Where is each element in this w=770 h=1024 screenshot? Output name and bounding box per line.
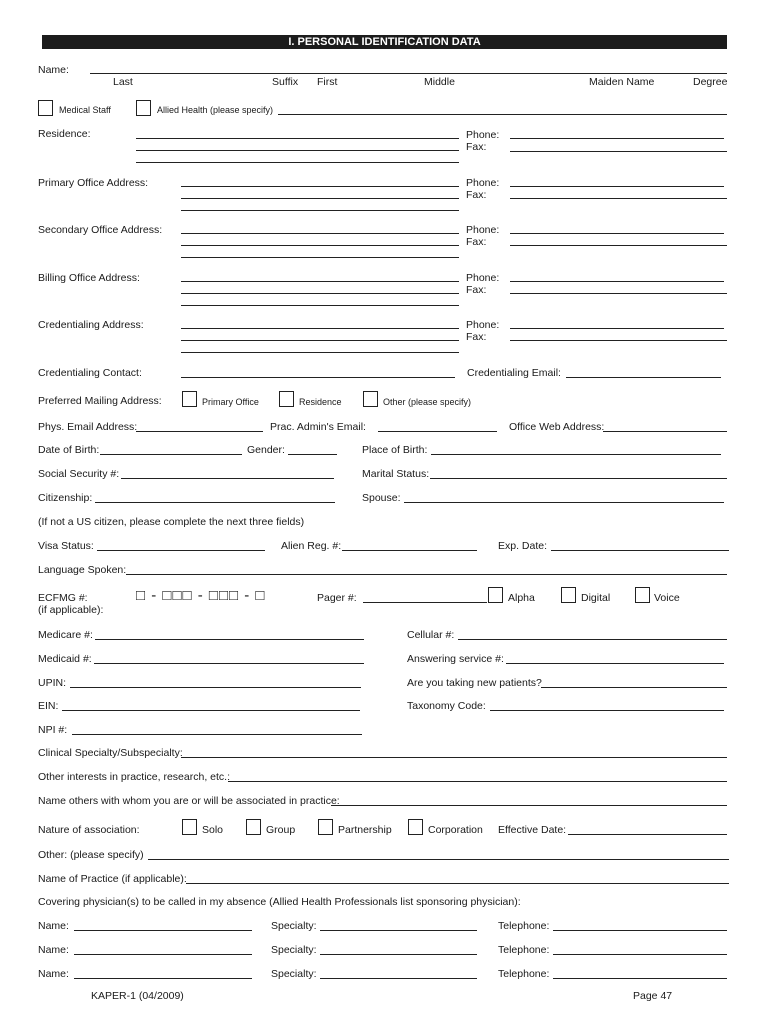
ssn-label: Social Security #:: [38, 468, 120, 480]
ecfmg-sub-label: (if applicable):: [38, 604, 104, 616]
interests-field[interactable]: [228, 781, 727, 782]
citizen-note: (If not a US citizen, please complete the next three fields): [38, 516, 305, 528]
clinical-specialty-field[interactable]: [181, 757, 727, 758]
cover-2-name-field[interactable]: [74, 954, 252, 955]
associates-label: Name others with whom you are or will be associated in practice:: [38, 795, 340, 807]
billing-office-line-2[interactable]: [181, 293, 459, 294]
npi-label: NPI #:: [38, 724, 68, 736]
alien-label: Alien Reg. #:: [281, 540, 342, 552]
primary-phone-field[interactable]: [510, 186, 724, 187]
dob-field[interactable]: [100, 454, 242, 455]
credentialing-address-line-3[interactable]: [181, 352, 459, 353]
visa-field[interactable]: [97, 550, 265, 551]
medicare-field[interactable]: [95, 639, 364, 640]
credentialing-fax-field[interactable]: [510, 340, 727, 341]
billing-office-line-1[interactable]: [181, 281, 459, 282]
residence-line-2[interactable]: [136, 150, 459, 151]
residence-label: Residence:: [38, 128, 91, 140]
cover-2-telephone-label: Telephone:: [498, 944, 550, 956]
nature-corporation-label: Corporation: [428, 824, 483, 836]
pager-voice-label: Voice: [654, 592, 680, 604]
primary-office-line-3[interactable]: [181, 210, 459, 211]
cover-1-telephone-field[interactable]: [553, 930, 727, 931]
medicaid-field[interactable]: [94, 663, 364, 664]
mailing-other-label: Other (please specify): [383, 397, 472, 407]
form-id: KAPER-1 (04/2009): [91, 990, 184, 1002]
secondary-office-line-1[interactable]: [181, 233, 459, 234]
residence-fax-field[interactable]: [510, 151, 727, 152]
residence-fax-label: Fax:: [466, 141, 487, 153]
residence-phone-label: Phone:: [466, 129, 500, 141]
upin-label: UPIN:: [38, 677, 67, 689]
language-label: Language Spoken:: [38, 564, 127, 576]
billing-fax-label: Fax:: [466, 284, 487, 296]
interests-label: Other interests in practice, research, etc.:: [38, 771, 230, 783]
name-label: Name:: [38, 64, 69, 76]
billing-office-line-3[interactable]: [181, 305, 459, 306]
cover-1-name-label: Name:: [38, 920, 69, 932]
cover-1-specialty-field[interactable]: [320, 930, 477, 931]
pob-field[interactable]: [431, 454, 721, 455]
spouse-field[interactable]: [404, 502, 724, 503]
phys-email-label: Phys. Email Address:: [38, 421, 138, 433]
citizenship-label: Citizenship:: [38, 492, 93, 504]
nature-group-checkbox[interactable]: [246, 819, 261, 835]
primary-fax-field[interactable]: [510, 198, 727, 199]
exp-date-field[interactable]: [551, 550, 729, 551]
new-patients-field[interactable]: [541, 687, 727, 688]
clinical-specialty-label: Clinical Specialty/Subspecialty:: [38, 747, 183, 759]
medicaid-label: Medicaid #:: [38, 653, 92, 665]
credentialing-email-field[interactable]: [566, 377, 721, 378]
ein-field[interactable]: [62, 710, 360, 711]
pager-alpha-checkbox[interactable]: [488, 587, 503, 603]
nature-corporation-checkbox[interactable]: [408, 819, 423, 835]
billing-phone-field[interactable]: [510, 281, 724, 282]
marital-label: Marital Status:: [362, 468, 430, 480]
credentialing-fax-label: Fax:: [466, 331, 487, 343]
credentialing-email-label: Credentialing Email:: [467, 367, 561, 379]
other-field[interactable]: [148, 859, 729, 860]
associates-field[interactable]: [331, 805, 727, 806]
medical-staff-checkbox[interactable]: [38, 100, 53, 116]
language-field[interactable]: [126, 574, 727, 575]
secondary-phone-label: Phone:: [466, 224, 500, 236]
cover-2-name-label: Name:: [38, 944, 69, 956]
nature-group-label: Group: [266, 824, 296, 836]
effective-date-field[interactable]: [568, 834, 727, 835]
credentialing-address-label: Credentialing Address:: [38, 319, 144, 331]
cover-3-name-label: Name:: [38, 968, 69, 980]
nature-partnership-checkbox[interactable]: [318, 819, 333, 835]
ecfmg-label: ECFMG #:: [38, 592, 88, 604]
cellular-field[interactable]: [458, 639, 727, 640]
prac-email-field[interactable]: [378, 431, 497, 432]
page-number: Page 47: [633, 990, 673, 1002]
web-address-field[interactable]: [603, 431, 727, 432]
covering-label: Covering physician(s) to be called in my absence (Allied Health Professionals list sponsoring physician):: [38, 896, 521, 908]
cover-1-specialty-label: Specialty:: [271, 920, 317, 932]
spouse-label: Spouse:: [362, 492, 401, 504]
pager-label: Pager #:: [317, 592, 357, 604]
ecfmg-boxes[interactable]: □ - □□□ - □□□ - □: [136, 587, 266, 604]
credentialing-phone-label: Phone:: [466, 319, 500, 331]
mailing-other-checkbox[interactable]: [363, 391, 378, 407]
primary-office-line-2[interactable]: [181, 198, 459, 199]
citizenship-field[interactable]: [95, 502, 335, 503]
visa-label: Visa Status:: [38, 540, 94, 552]
nature-label: Nature of association:: [38, 824, 140, 836]
credentialing-phone-field[interactable]: [510, 328, 724, 329]
answering-label: Answering service #:: [407, 653, 504, 665]
secondary-phone-field[interactable]: [510, 233, 724, 234]
secondary-fax-field[interactable]: [510, 245, 727, 246]
primary-fax-label: Fax:: [466, 189, 487, 201]
allied-health-field[interactable]: [278, 114, 727, 115]
cover-2-telephone-field[interactable]: [553, 954, 727, 955]
medical-staff-label: Medical Staff: [59, 105, 111, 115]
name-middle-label: Middle: [424, 76, 455, 88]
effective-date-label: Effective Date:: [498, 824, 567, 836]
cover-3-specialty-label: Specialty:: [271, 968, 317, 980]
new-patients-label: Are you taking new patients?: [407, 677, 542, 689]
primary-phone-label: Phone:: [466, 177, 500, 189]
practice-name-field[interactable]: [186, 883, 729, 884]
billing-phone-label: Phone:: [466, 272, 500, 284]
gender-label: Gender:: [247, 444, 285, 456]
allied-health-label: Allied Health (please specify): [157, 105, 274, 115]
npi-field[interactable]: [72, 734, 362, 735]
residence-line-1[interactable]: [136, 138, 459, 139]
cover-3-name-field[interactable]: [74, 978, 252, 979]
pager-field[interactable]: [363, 602, 487, 603]
cover-1-name-field[interactable]: [74, 930, 252, 931]
mailing-primary-checkbox[interactable]: [182, 391, 197, 407]
secondary-office-label: Secondary Office Address:: [38, 224, 163, 236]
prac-email-label: Prac. Admin's Email:: [270, 421, 366, 433]
cellular-label: Cellular #:: [407, 629, 455, 641]
pager-digital-label: Digital: [581, 592, 611, 604]
web-address-label: Office Web Address:: [509, 421, 605, 433]
preferred-mailing-label: Preferred Mailing Address:: [38, 395, 162, 407]
credentialing-address-line-2[interactable]: [181, 340, 459, 341]
section-header: I. PERSONAL IDENTIFICATION DATA: [42, 35, 727, 49]
secondary-office-line-2[interactable]: [181, 245, 459, 246]
pager-digital-checkbox[interactable]: [561, 587, 576, 603]
nature-solo-checkbox[interactable]: [182, 819, 197, 835]
primary-office-line-1[interactable]: [181, 186, 459, 187]
exp-date-label: Exp. Date:: [498, 540, 548, 552]
secondary-fax-label: Fax:: [466, 236, 487, 248]
name-first-label: First: [317, 76, 338, 88]
practice-name-label: Name of Practice (if applicable):: [38, 873, 187, 885]
secondary-office-line-3[interactable]: [181, 257, 459, 258]
ein-label: EIN:: [38, 700, 59, 712]
cover-1-telephone-label: Telephone:: [498, 920, 550, 932]
nature-solo-label: Solo: [202, 824, 224, 836]
name-maiden-label: Maiden Name: [589, 76, 655, 88]
credentialing-contact-field[interactable]: [181, 377, 455, 378]
billing-office-label: Billing Office Address:: [38, 272, 140, 284]
answering-field[interactable]: [506, 663, 724, 664]
mailing-residence-checkbox[interactable]: [279, 391, 294, 407]
ssn-field[interactable]: [121, 478, 334, 479]
taxonomy-field[interactable]: [490, 710, 724, 711]
billing-fax-field[interactable]: [510, 293, 727, 294]
mailing-residence-label: Residence: [299, 397, 342, 407]
residence-line-3[interactable]: [136, 162, 459, 163]
pager-voice-checkbox[interactable]: [635, 587, 650, 603]
medicare-label: Medicare #:: [38, 629, 93, 641]
name-degree-label: Degree: [693, 76, 728, 88]
alien-field[interactable]: [342, 550, 477, 551]
cover-3-telephone-field[interactable]: [553, 978, 727, 979]
nature-partnership-label: Partnership: [338, 824, 392, 836]
credentialing-address-line-1[interactable]: [181, 328, 459, 329]
phys-email-field[interactable]: [136, 431, 263, 432]
residence-phone-field[interactable]: [510, 138, 724, 139]
primary-office-label: Primary Office Address:: [38, 177, 149, 189]
credentialing-contact-label: Credentialing Contact:: [38, 367, 142, 379]
gender-field[interactable]: [288, 454, 337, 455]
dob-label: Date of Birth:: [38, 444, 100, 456]
taxonomy-label: Taxonomy Code:: [407, 700, 486, 712]
marital-field[interactable]: [430, 478, 727, 479]
pob-label: Place of Birth:: [362, 444, 428, 456]
other-label: Other: (please specify): [38, 849, 144, 861]
cover-3-telephone-label: Telephone:: [498, 968, 550, 980]
name-field[interactable]: [90, 73, 727, 74]
allied-health-checkbox[interactable]: [136, 100, 151, 116]
upin-field[interactable]: [70, 687, 361, 688]
cover-3-specialty-field[interactable]: [320, 978, 477, 979]
name-suffix-label: Suffix: [272, 76, 299, 88]
cover-2-specialty-label: Specialty:: [271, 944, 317, 956]
pager-alpha-label: Alpha: [508, 592, 535, 604]
cover-2-specialty-field[interactable]: [320, 954, 477, 955]
name-last-label: Last: [113, 76, 133, 88]
mailing-primary-label: Primary Office: [202, 397, 259, 407]
